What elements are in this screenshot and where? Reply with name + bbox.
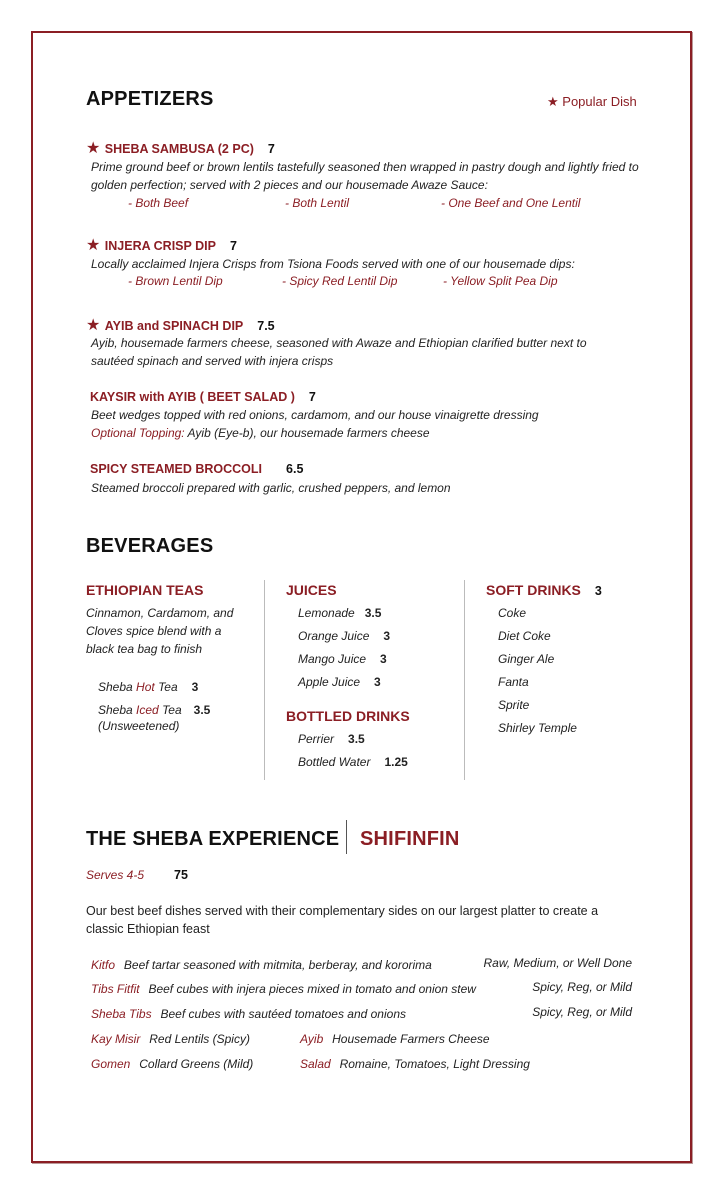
popular-legend-label: Popular Dish bbox=[562, 94, 637, 109]
tea-price: 3 bbox=[191, 680, 199, 694]
tea-name-suffix: Tea bbox=[158, 703, 182, 717]
tea-name: Sheba bbox=[98, 703, 137, 717]
item-desc: Locally acclaimed Injera Crisps from Tsiona Foods served with one of our housemade dips: bbox=[91, 257, 575, 271]
column-divider bbox=[464, 580, 465, 780]
sheba-side bbox=[91, 1055, 253, 1073]
teas-desc: Cinnamon, Cardamom, and bbox=[86, 606, 234, 620]
item-price: 7 bbox=[267, 142, 275, 156]
beverages-title: BEVERAGES bbox=[86, 535, 214, 557]
sheba-side bbox=[91, 1030, 250, 1048]
item-name: INJERA CRISP DIP bbox=[104, 239, 216, 253]
topping-label: Optional Topping: bbox=[91, 426, 185, 440]
sheba-side bbox=[300, 1055, 530, 1073]
juice-name: Apple Juice bbox=[298, 675, 361, 689]
dish-option: Raw, Medium, or Well Done bbox=[483, 956, 632, 970]
appetizers-title: APPETIZERS bbox=[86, 88, 214, 110]
tea-iced-note: (Unsweetened) bbox=[98, 719, 180, 733]
item-desc: Prime ground beef or brown lentils tastefully seasoned then wrapped in pastry dough and lightly fried to bbox=[91, 160, 639, 174]
menu-item-sambusa bbox=[86, 138, 275, 158]
dish-desc: Beef cubes with injera pieces mixed in tomato and onion stew bbox=[148, 982, 476, 996]
bottled-item bbox=[298, 755, 408, 769]
star-icon: ★ bbox=[86, 317, 101, 334]
dish-name: Sheba Tibs bbox=[91, 1007, 152, 1021]
juice-price: 3 bbox=[383, 629, 391, 643]
item-price: 7 bbox=[229, 239, 237, 253]
juice-name: Lemonade bbox=[298, 606, 355, 620]
tea-iced bbox=[98, 703, 210, 717]
menu-item-injera-crisp bbox=[86, 235, 237, 255]
item-desc: Steamed broccoli prepared with garlic, crushed peppers, and lemon bbox=[91, 481, 451, 495]
soft-drink-item: Diet Coke bbox=[498, 629, 551, 643]
juice-item bbox=[298, 675, 381, 689]
side-desc: Housemade Farmers Cheese bbox=[332, 1032, 490, 1046]
sheba-dish bbox=[91, 980, 476, 998]
star-icon: ★ bbox=[86, 237, 101, 254]
item-option: - One Beef and One Lentil bbox=[441, 196, 581, 210]
juices-title: JUICES bbox=[286, 582, 337, 598]
side-desc: Romaine, Tomatoes, Light Dressing bbox=[339, 1057, 530, 1071]
dish-desc: Beef cubes with sautéed tomatoes and onions bbox=[160, 1007, 406, 1021]
column-divider bbox=[264, 580, 265, 780]
soft-drink-item: Shirley Temple bbox=[498, 721, 577, 735]
teas-desc: Cloves spice blend with a bbox=[86, 624, 222, 638]
juice-item bbox=[298, 629, 390, 643]
juice-item bbox=[298, 606, 381, 620]
item-name: SHEBA SAMBUSA (2 PC) bbox=[104, 142, 254, 156]
dish-option: Spicy, Reg, or Mild bbox=[532, 1005, 632, 1019]
sheba-dish bbox=[91, 956, 432, 974]
sheba-title: THE SHEBA EXPERIENCE bbox=[86, 828, 340, 850]
item-name: AYIB and SPINACH DIP bbox=[104, 319, 244, 333]
teas-desc: black tea bag to finish bbox=[86, 642, 203, 656]
bottled-name: Bottled Water bbox=[298, 755, 371, 769]
teas-title: ETHIOPIAN TEAS bbox=[86, 582, 204, 598]
item-price: 6.5 bbox=[286, 462, 304, 476]
sheba-subtitle: SHIFINFIN bbox=[360, 828, 460, 850]
menu-item-kaysir bbox=[90, 388, 316, 406]
sheba-serves-row bbox=[86, 866, 188, 884]
menu-item-ayib-spinach bbox=[86, 315, 275, 335]
side-desc: Collard Greens (Mild) bbox=[139, 1057, 254, 1071]
serves-label: Serves 4-5 bbox=[86, 868, 145, 882]
juice-item bbox=[298, 652, 387, 666]
tea-hot bbox=[98, 680, 198, 694]
topping-text: Ayib (Eye-b), our housemade farmers cheese bbox=[184, 426, 430, 440]
side-desc: Red Lentils (Spicy) bbox=[149, 1032, 250, 1046]
item-option: - Both Beef bbox=[128, 196, 189, 210]
sheba-side bbox=[300, 1030, 490, 1048]
star-icon: ★ bbox=[547, 94, 559, 109]
tea-price: 3.5 bbox=[193, 703, 211, 717]
soft-drink-item: Sprite bbox=[498, 698, 530, 712]
sheba-desc: Our best beef dishes served with their complementary sides on our largest platter to create a bbox=[86, 904, 599, 918]
item-topping bbox=[91, 424, 430, 442]
tea-name: Sheba bbox=[98, 680, 137, 694]
juice-name: Orange Juice bbox=[298, 629, 370, 643]
tea-name-suffix: Tea bbox=[154, 680, 178, 694]
bottled-price: 1.25 bbox=[384, 755, 408, 769]
juice-name: Mango Juice bbox=[298, 652, 367, 666]
dish-option: Spicy, Reg, or Mild bbox=[532, 980, 632, 994]
bottled-name: Perrier bbox=[298, 732, 335, 746]
soft-drink-item: Fanta bbox=[498, 675, 529, 689]
popular-legend bbox=[547, 94, 637, 110]
item-price: 7.5 bbox=[257, 319, 275, 333]
juice-price: 3 bbox=[374, 675, 381, 689]
side-name: Gomen bbox=[91, 1057, 131, 1071]
dish-desc: Beef tartar seasoned with mitmita, berberay, and kororima bbox=[123, 958, 432, 972]
soft-drinks-header bbox=[486, 582, 602, 600]
item-option: - Spicy Red Lentil Dip bbox=[282, 274, 398, 288]
star-icon: ★ bbox=[86, 140, 101, 157]
soft-drink-item: Ginger Ale bbox=[498, 652, 555, 666]
item-price: 7 bbox=[308, 390, 316, 404]
tea-accent: Iced bbox=[136, 703, 159, 717]
sheba-desc: classic Ethiopian feast bbox=[86, 922, 210, 936]
item-option: - Yellow Split Pea Dip bbox=[443, 274, 558, 288]
sheba-price: 75 bbox=[174, 868, 188, 882]
bottled-title: BOTTLED DRINKS bbox=[286, 708, 410, 724]
item-name: KAYSIR with AYIB ( BEET SALAD ) bbox=[90, 390, 295, 404]
tea-accent: Hot bbox=[136, 680, 155, 694]
menu-item-broccoli bbox=[90, 460, 303, 478]
dish-name: Tibs Fitfit bbox=[91, 982, 140, 996]
juice-price: 3 bbox=[380, 652, 387, 666]
item-option: - Brown Lentil Dip bbox=[128, 274, 223, 288]
side-name: Ayib bbox=[300, 1032, 324, 1046]
soft-drinks-title: SOFT DRINKS bbox=[486, 582, 581, 598]
soft-drink-item: Coke bbox=[498, 606, 527, 620]
item-desc: Beet wedges topped with red onions, cardamom, and our house vinaigrette dressing bbox=[91, 408, 539, 422]
side-name: Salad bbox=[300, 1057, 331, 1071]
item-option: - Both Lentil bbox=[285, 196, 350, 210]
item-name: SPICY STEAMED BROCCOLI bbox=[90, 462, 263, 476]
item-desc: Ayib, housemade farmers cheese, seasoned with Awaze and Ethiopian clarified butter next to bbox=[91, 336, 587, 350]
bottled-item bbox=[298, 732, 365, 746]
sheba-dish bbox=[91, 1005, 406, 1023]
item-desc: golden perfection; served with 2 pieces and our housemade Awaze Sauce: bbox=[91, 178, 488, 192]
dish-name: Kitfo bbox=[91, 958, 116, 972]
item-desc: sautéed spinach and served with injera crisps bbox=[91, 354, 334, 368]
side-name: Kay Misir bbox=[91, 1032, 141, 1046]
juice-price: 3.5 bbox=[364, 606, 382, 620]
soft-drinks-price: 3 bbox=[594, 584, 602, 598]
bottled-price: 3.5 bbox=[348, 732, 365, 746]
title-divider bbox=[346, 820, 347, 854]
